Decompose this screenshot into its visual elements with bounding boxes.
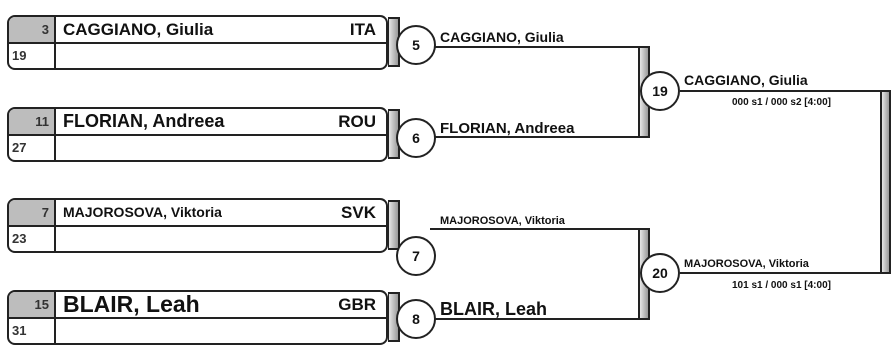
connector-tab	[880, 90, 891, 274]
round2-winner: MAJOROSOVA, Viktoria	[684, 258, 809, 270]
draw-number: 31	[12, 323, 27, 338]
bout-number: 6	[396, 118, 436, 158]
country-code: ROU	[338, 112, 376, 131]
entry-card[interactable]	[7, 290, 388, 345]
athlete-name: FLORIAN, Andreea	[63, 111, 225, 131]
draw-number: 27	[12, 140, 27, 155]
entry-card[interactable]	[7, 107, 388, 162]
draw-number: 19	[12, 48, 27, 63]
country-code: ITA	[349, 20, 376, 39]
seed-number: 3	[9, 17, 54, 42]
seed-number: 7	[9, 200, 54, 225]
seed-number: 11	[9, 109, 54, 134]
athlete-name: CAGGIANO, Giulia	[63, 20, 214, 39]
country-code: GBR	[338, 295, 376, 314]
round1-winner: BLAIR, Leah	[440, 299, 548, 319]
bracket-tab	[388, 200, 400, 250]
athlete-name: MAJOROSOVA, Viktoria	[63, 204, 222, 220]
bout-number: 7	[396, 236, 436, 276]
bout-number: 19	[640, 71, 680, 111]
seed-number: 15	[9, 292, 54, 317]
round1-winner: MAJOROSOVA, Viktoria	[440, 215, 565, 227]
round1-winner: FLORIAN, Andreea	[440, 120, 575, 137]
bout-number: 20	[640, 253, 680, 293]
bout-number: 5	[396, 25, 436, 65]
bout-score: 101 s1 / 000 s1 [4:00]	[732, 280, 831, 291]
country-code: SVK	[341, 203, 376, 222]
round1-winner: CAGGIANO, Giulia	[440, 29, 564, 45]
draw-number: 23	[12, 231, 27, 246]
entry-card[interactable]	[7, 15, 388, 70]
entry-card[interactable]	[7, 198, 388, 253]
athlete-name: BLAIR, Leah	[63, 291, 200, 317]
bout-score: 000 s1 / 000 s2 [4:00]	[732, 97, 831, 108]
round2-winner: CAGGIANO, Giulia	[684, 72, 808, 88]
bout-number: 8	[396, 299, 436, 339]
